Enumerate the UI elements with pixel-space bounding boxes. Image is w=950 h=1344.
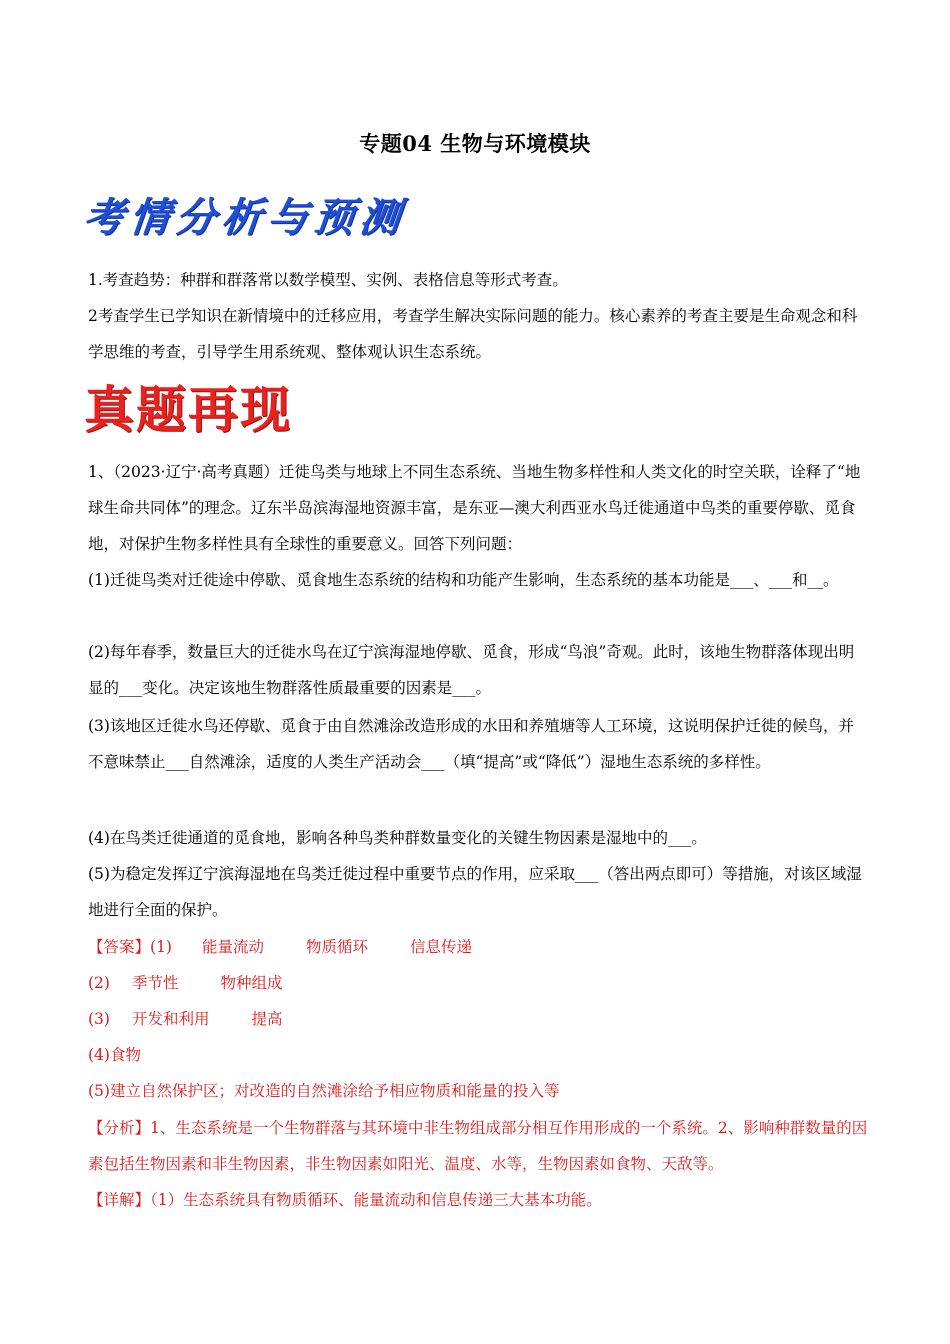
question-stem: 1、（2023·辽宁·高考真题）迁徙鸟类与地球上不同生态系统、当地生物多样性和人类文化的时空关联，诠释了“地球生命共同体”的理念。辽东半岛滨海湿地资源丰富，是东亚—澳大利西亚水鸟迁徙通道中鸟类的重要停歇、觅食地，对保护生物多样性具有全球性的重要意义。回答下列问题： (88, 463, 861, 553)
answer-row-4: (4)食物 (88, 1046, 141, 1064)
analysis-paragraph (88, 1110, 868, 1182)
question-part-4: (4)在鸟类迁徙通道的觅食地，影响各种鸟类种群数量变化的关键生物因素是湿地中的___。 (88, 829, 707, 847)
question-part-1: (1)迁徙鸟类对迁徙途中停歇、觅食地生态系统的结构和功能产生影响，生态系统的基本功能是___、___和__。 (88, 571, 839, 589)
answer-3-number: (3) (88, 1010, 110, 1028)
answer-1-number: (1) (150, 938, 172, 956)
detail-text: （1）生态系统具有物质循环、能量流动和信息传递三大基本功能。 (150, 1191, 602, 1209)
answer-2-item: 季节性 (131, 974, 179, 992)
detail-tag: 【详解】 (88, 1191, 151, 1209)
answer-1-item: 信息传递 (410, 938, 473, 956)
section-banner-analysis: 考情分析与预测 (81, 194, 409, 241)
answer-tag: 【答案】 (88, 938, 151, 956)
detail-paragraph (88, 1182, 868, 1218)
answer-1-item: 物质循环 (306, 938, 369, 956)
page-title: 专题04 生物与环境模块 (359, 131, 591, 156)
analysis-text: 1、生态系统是一个生物群落与其环境中非生物组成部分相互作用形成的一个系统。2、影响种群数量的因素包括生物因素和非生物因素，非生物因素如阳光、温度、水等，生物因素如食物、天敌等。 (88, 1119, 868, 1173)
question-part-5: (5)为稳定发挥辽宁滨海湿地在鸟类迁徙过程中重要节点的作用，应采取___（答出两点即可）等措施，对该区域湿地进行全面的保护。 (88, 865, 862, 919)
answer-row-2 (88, 968, 283, 998)
analysis-tag: 【分析】 (88, 1119, 151, 1137)
answer-2-item: 物种组成 (220, 974, 283, 992)
answer-3-item: 开发和利用 (131, 1010, 210, 1028)
answer-row-1 (88, 932, 472, 962)
section-banner-past-exam: 真题再现 (84, 380, 292, 439)
question-part-3: (3)该地区迁徙水鸟还停歇、觅食于由自然滩涂改造形成的水田和养殖塘等人工环境，这说明保护迁徙的候鸟，并不意味禁止___自然滩涂，适度的人类生产活动会___（填“提高”或“降低”）湿地生态系统的多样性。 (88, 717, 854, 771)
answer-1-item: 能量流动 (201, 938, 264, 956)
answer-row-5: (5)建立自然保护区；对改造的自然滩涂给予相应物质和能量的投入等 (88, 1082, 560, 1100)
answer-row-3 (88, 1004, 283, 1034)
trend-line-2: 2考查学生已学知识在新情境中的迁移应用，考查学生解决实际问题的能力。核心素养的考查主要是生命观念和科学思维的考查，引导学生用系统观、整体观认识生态系统。 (88, 307, 858, 361)
answer-3-item: 提高 (251, 1010, 283, 1028)
question-part-2: (2)每年春季，数量巨大的迁徙水鸟在辽宁滨海湿地停歇、觅食，形成“鸟浪”奇观。此时，该地生物群落体现出明显的___变化。决定该地生物群落性质最重要的因素是___。 (88, 643, 855, 697)
answer-2-number: (2) (88, 974, 110, 992)
trend-line-1: 1.考查趋势：种群和群落常以数学模型、实例、表格信息等形式考查。 (88, 271, 568, 289)
